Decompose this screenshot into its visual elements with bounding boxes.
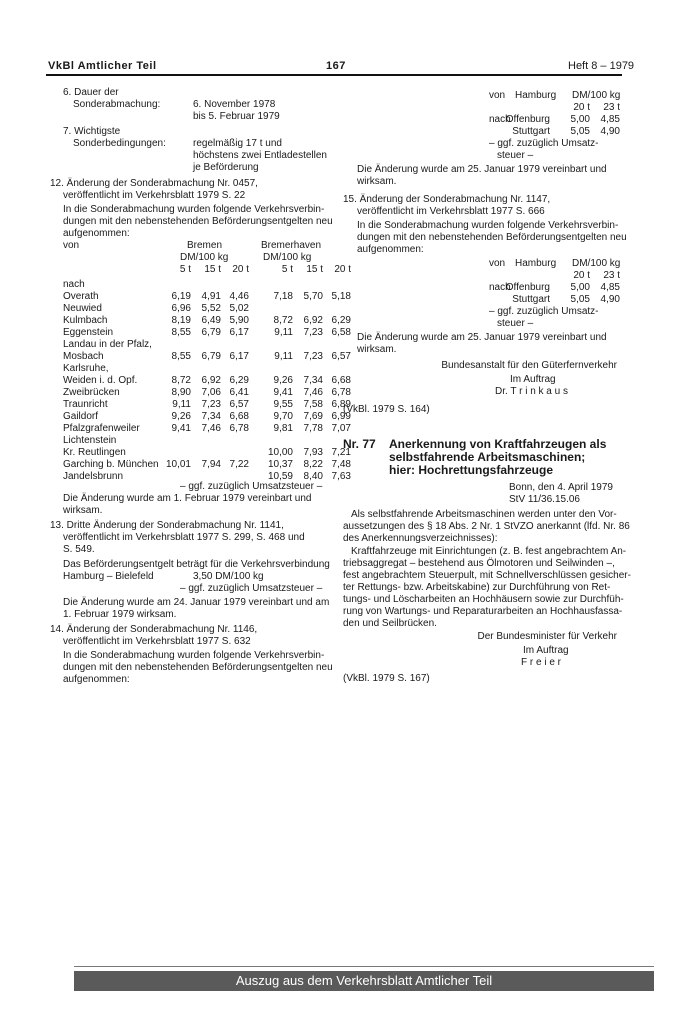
price-cell: 7,23 bbox=[303, 327, 323, 338]
price-cell: 5,05 bbox=[570, 126, 590, 137]
destination-cell: Eggenstein bbox=[63, 327, 114, 338]
s15-text-2: dungen mit den nebenstehenden Beförderungsentgelten neu bbox=[357, 232, 627, 243]
price-cell: 7,34 bbox=[201, 411, 221, 422]
price-cell: 9,81 bbox=[273, 423, 293, 434]
price-cell: 4,85 bbox=[600, 282, 620, 293]
price-cell: 9,55 bbox=[273, 399, 293, 410]
price-cell: 6,99 bbox=[331, 411, 351, 422]
price-cell: 7,22 bbox=[229, 459, 249, 470]
price-cell: 6,17 bbox=[229, 327, 249, 338]
notice-title-1: Anerkennung von Kraftfahrzeugen als bbox=[389, 437, 607, 451]
price-cell: 6,78 bbox=[229, 423, 249, 434]
price-cell: 6,49 bbox=[201, 315, 221, 326]
t12-w2: 15 t bbox=[204, 264, 221, 275]
source-ref-1: (VkBl. 1979 S. 164) bbox=[343, 404, 430, 415]
destination-cell: Zweibrücken bbox=[63, 387, 120, 398]
price-cell: 6,58 bbox=[331, 327, 351, 338]
notice-number: Nr. 77 bbox=[343, 437, 376, 451]
notice-p1-3: des Anerkennungsverzeichnisses): bbox=[343, 533, 498, 544]
price-cell: 9,26 bbox=[273, 375, 293, 386]
price-cell: 8,19 bbox=[171, 315, 191, 326]
price-cell bbox=[293, 303, 323, 315]
t15-w2: 23 t bbox=[603, 270, 620, 281]
price-cell bbox=[191, 339, 221, 351]
t12-unit-1: DM/100 kg bbox=[180, 252, 229, 263]
t15-w1: 20 t bbox=[573, 270, 590, 281]
price-cell bbox=[163, 447, 191, 459]
price-cell: 6,19 bbox=[171, 291, 191, 302]
price-cell bbox=[293, 363, 323, 375]
price-cell: 5,00 bbox=[570, 282, 590, 293]
notice-title-3: hier: Hochrettungsfahrzeuge bbox=[389, 463, 554, 477]
destination-cell: Garching b. München bbox=[63, 459, 159, 470]
t12-unit-2: DM/100 kg bbox=[263, 252, 312, 263]
table-row bbox=[63, 351, 351, 363]
item6-value-1: 6. November 1978 bbox=[193, 99, 276, 110]
price-cell: 6,89 bbox=[331, 399, 351, 410]
price-cell: 5,18 bbox=[331, 291, 351, 302]
price-cell: 5,52 bbox=[201, 303, 221, 314]
notice-p1-1: Als selbstfahrende Arbeitsmaschinen werden unter den Vor- bbox=[351, 509, 617, 520]
s13-head-1: 13. Dritte Änderung der Sonderabmachung Nr. 1141, bbox=[50, 520, 284, 531]
price-cell bbox=[163, 435, 191, 447]
price-cell bbox=[221, 435, 249, 447]
destination-cell: nach bbox=[63, 279, 85, 290]
price-cell: 7,48 bbox=[331, 459, 351, 470]
price-cell: 6,78 bbox=[331, 387, 351, 398]
notice-p2-7: den und Seilbrücken. bbox=[343, 618, 437, 629]
price-cell: 5,00 bbox=[570, 114, 590, 125]
t15-von: von bbox=[489, 258, 506, 269]
destination-cell: Weiden i. d. Opf. bbox=[63, 375, 138, 386]
destination-cell: Offenburg bbox=[505, 282, 550, 293]
price-cell: 7,94 bbox=[201, 459, 221, 470]
price-cell: 10,01 bbox=[165, 459, 191, 470]
s13-head-3: S. 549. bbox=[63, 544, 95, 555]
s14-head-1: 14. Änderung der Sonderabmachung Nr. 1146, bbox=[50, 624, 258, 635]
s12-end-1: Die Änderung wurde am 1. Februar 1979 vereinbart und bbox=[63, 493, 312, 504]
price-cell: 6,68 bbox=[229, 411, 249, 422]
t14-w2: 23 t bbox=[603, 102, 620, 113]
s15-end-2: wirksam. bbox=[357, 344, 397, 355]
price-cell: 8,40 bbox=[303, 471, 323, 482]
price-cell: 8,55 bbox=[171, 351, 191, 362]
notice-file-ref: StV 11/36.15.06 bbox=[509, 494, 580, 505]
price-table-15 bbox=[480, 282, 620, 306]
price-cell bbox=[191, 279, 221, 291]
price-cell: 6,41 bbox=[229, 387, 249, 398]
table-row bbox=[63, 315, 351, 327]
s15-text-1: In die Sonderabmachung wurden folgende Verkehrsverbin- bbox=[357, 220, 619, 231]
table-row bbox=[63, 279, 351, 291]
signature2-name: F r e i e r bbox=[521, 657, 562, 668]
s14-text-1: In die Sonderabmachung wurden folgende Verkehrsverbin- bbox=[63, 650, 325, 661]
price-cell: 7,18 bbox=[273, 291, 293, 302]
header-journal: VkBl Amtlicher Teil bbox=[48, 60, 157, 72]
price-cell: 4,85 bbox=[600, 114, 620, 125]
price-cell: 7,34 bbox=[303, 375, 323, 386]
signature1-name: Dr. T r i n k a u s bbox=[495, 386, 568, 397]
t12-w6: 20 t bbox=[334, 264, 351, 275]
price-cell bbox=[191, 435, 221, 447]
price-cell: 6,79 bbox=[201, 327, 221, 338]
price-cell bbox=[221, 447, 249, 459]
destination-cell: Stuttgart bbox=[512, 294, 550, 305]
price-cell: 7,69 bbox=[303, 411, 323, 422]
price-cell bbox=[293, 339, 323, 351]
item7-value-3: je Beförderung bbox=[193, 162, 259, 173]
table-row bbox=[63, 327, 351, 339]
t12-w5: 15 t bbox=[306, 264, 323, 275]
s12-text-1: In die Sonderabmachung wurden folgende Verkehrsverbin- bbox=[63, 204, 325, 215]
table-row bbox=[63, 303, 351, 315]
price-cell bbox=[249, 435, 293, 447]
s12-text-3: aufgenommen: bbox=[63, 228, 130, 239]
notice-place-date: Bonn, den 4. April 1979 bbox=[509, 482, 613, 493]
t14-nach: nach bbox=[489, 114, 511, 125]
price-cell: 6,92 bbox=[303, 315, 323, 326]
price-cell: 9,26 bbox=[171, 411, 191, 422]
t14-von: von bbox=[489, 90, 506, 101]
price-cell: 7,21 bbox=[331, 447, 351, 458]
t15-unit: DM/100 kg bbox=[572, 258, 621, 269]
page-number: 167 bbox=[326, 60, 346, 72]
price-cell: 6,79 bbox=[201, 351, 221, 362]
destination-cell: Overath bbox=[63, 291, 99, 302]
notice-p2-3: fest angebrachtem Steuerpult, mit Schnellverschlüssen gesicher- bbox=[343, 570, 631, 581]
s13-text: Das Beförderungsentgelt beträgt für die Verkehrsverbindung bbox=[63, 559, 330, 570]
s12-head-2: veröffentlicht im Verkehrsblatt 1979 S. 22 bbox=[63, 190, 246, 201]
price-cell: 5,90 bbox=[229, 315, 249, 326]
t12-von: von bbox=[63, 240, 80, 251]
table-row bbox=[63, 387, 351, 399]
t15-tax-2: steuer – bbox=[497, 318, 534, 329]
price-cell bbox=[163, 363, 191, 375]
t14-w1: 20 t bbox=[573, 102, 590, 113]
issue-label: Heft 8 – 1979 bbox=[568, 60, 635, 72]
footer-rule bbox=[74, 966, 654, 967]
destination-cell: Neuwied bbox=[63, 303, 102, 314]
notice-p2-5: tungs- und Löscharbeiten an Hochhäusern sowie zur Durchfüh- bbox=[343, 594, 624, 605]
t12-bremen: Bremen bbox=[187, 240, 223, 251]
price-cell bbox=[323, 363, 351, 375]
table-row bbox=[63, 363, 351, 375]
destination-cell: Gaildorf bbox=[63, 411, 99, 422]
price-cell bbox=[249, 363, 293, 375]
destination-cell: Stuttgart bbox=[512, 126, 550, 137]
table-row bbox=[63, 423, 351, 435]
s12-head-1: 12. Änderung der Sonderabmachung Nr. 0457, bbox=[50, 178, 258, 189]
price-cell: 8,72 bbox=[171, 375, 191, 386]
price-cell: 6,29 bbox=[331, 315, 351, 326]
t14-from: Hamburg bbox=[515, 90, 557, 101]
price-cell: 6,57 bbox=[229, 399, 249, 410]
destination-cell: Mosbach bbox=[63, 351, 104, 362]
item7-label-1: 7. Wichtigste bbox=[63, 126, 121, 137]
destination-cell: Kr. Reutlingen bbox=[63, 447, 126, 458]
t12-w1: 5 t bbox=[179, 264, 191, 275]
price-cell bbox=[293, 279, 323, 291]
price-cell: 7,93 bbox=[303, 447, 323, 458]
item6-label-2: Sonderabmachung: bbox=[73, 99, 161, 110]
s12-end-2: wirksam. bbox=[63, 505, 103, 516]
header-rule bbox=[46, 74, 622, 76]
price-cell: 7,23 bbox=[303, 351, 323, 362]
price-cell bbox=[221, 363, 249, 375]
s15-head-1: 15. Änderung der Sonderabmachung Nr. 1147, bbox=[343, 194, 551, 205]
price-cell bbox=[323, 303, 351, 315]
table-row bbox=[63, 435, 351, 447]
signature2-mandate: Im Auftrag bbox=[523, 645, 569, 656]
price-cell: 8,90 bbox=[171, 387, 191, 398]
table-row bbox=[63, 399, 351, 411]
s13-end-1: Die Änderung wurde am 24. Januar 1979 vereinbart und am bbox=[63, 597, 330, 608]
s12-text-2: dungen mit den nebenstehenden Beförderungsentgelten neu bbox=[63, 216, 333, 227]
notice-title-2: selbstfahrende Arbeitsmaschinen; bbox=[389, 450, 586, 464]
price-cell bbox=[191, 363, 221, 375]
price-cell: 4,91 bbox=[201, 291, 221, 302]
price-cell: 7,07 bbox=[331, 423, 351, 434]
price-cell: 7,46 bbox=[201, 423, 221, 434]
table-row bbox=[480, 114, 620, 126]
price-cell bbox=[249, 339, 293, 351]
price-cell: 8,22 bbox=[303, 459, 323, 470]
table-row bbox=[63, 375, 351, 387]
s15-text-3: aufgenommen: bbox=[357, 244, 424, 255]
table-row bbox=[63, 459, 351, 471]
destination-cell: Karlsruhe, bbox=[63, 363, 109, 374]
t12-w4: 5 t bbox=[281, 264, 293, 275]
price-cell bbox=[221, 279, 249, 291]
s13-head-2: veröffentlicht im Verkehrsblatt 1977 S. 299, S. 468 und bbox=[63, 532, 305, 543]
item6-value-2: bis 5. Februar 1979 bbox=[193, 111, 280, 122]
s13-route: Hamburg – Bielefeld bbox=[63, 571, 154, 582]
price-cell bbox=[221, 339, 249, 351]
price-cell: 10,00 bbox=[267, 447, 293, 458]
price-cell: 9,41 bbox=[273, 387, 293, 398]
table-row bbox=[63, 447, 351, 459]
price-cell: 7,23 bbox=[201, 399, 221, 410]
price-table-12 bbox=[63, 279, 351, 483]
price-cell: 4,90 bbox=[600, 294, 620, 305]
price-cell: 10,37 bbox=[267, 459, 293, 470]
table-row bbox=[480, 294, 620, 306]
s15-head-2: veröffentlicht im Verkehrsblatt 1977 S. 666 bbox=[357, 206, 545, 217]
t12-w3: 20 t bbox=[232, 264, 249, 275]
table-row bbox=[63, 411, 351, 423]
t15-from: Hamburg bbox=[515, 258, 557, 269]
price-cell bbox=[323, 279, 351, 291]
t14-tax-2: steuer – bbox=[497, 150, 534, 161]
price-cell bbox=[191, 447, 221, 459]
price-cell: 9,70 bbox=[273, 411, 293, 422]
t14-tax-1: – ggf. zuzüglich Umsatz- bbox=[489, 138, 599, 149]
price-cell: 4,46 bbox=[229, 291, 249, 302]
price-cell: 5,02 bbox=[229, 303, 249, 314]
price-cell: 6,68 bbox=[331, 375, 351, 386]
price-cell: 6,57 bbox=[331, 351, 351, 362]
t12-tax-note: – ggf. zuzüglich Umsatzsteuer – bbox=[180, 481, 323, 492]
s14-text-2: dungen mit den nebenstehenden Beförderungsentgelten neu bbox=[63, 662, 333, 673]
price-cell: 9,41 bbox=[171, 423, 191, 434]
t15-nach: nach bbox=[489, 282, 511, 293]
price-cell: 7,63 bbox=[331, 471, 351, 482]
table-row bbox=[480, 126, 620, 138]
footer-banner: Auszug aus dem Verkehrsblatt Amtlicher Teil bbox=[74, 971, 654, 991]
price-cell: 8,55 bbox=[171, 327, 191, 338]
price-cell: 7,58 bbox=[303, 399, 323, 410]
s13-end-2: 1. Februar 1979 wirksam. bbox=[63, 609, 177, 620]
s14-end-1: Die Änderung wurde am 25. Januar 1979 vereinbart und bbox=[357, 164, 607, 175]
s15-end-1: Die Änderung wurde am 25. Januar 1979 vereinbart und bbox=[357, 332, 607, 343]
table-row bbox=[63, 339, 351, 351]
t12-weights bbox=[63, 264, 351, 276]
notice-p2-2: triebsaggregat – bestehend aus Ölmotoren und Seilwinden –, bbox=[343, 558, 615, 569]
price-cell: 9,11 bbox=[274, 351, 293, 362]
s14-head-2: veröffentlicht im Verkehrsblatt 1977 S. 632 bbox=[63, 636, 251, 647]
destination-cell: Jandelsbrunn bbox=[63, 471, 124, 482]
table-row bbox=[480, 282, 620, 294]
price-cell: 6,17 bbox=[229, 351, 249, 362]
signature1-mandate: Im Auftrag bbox=[510, 374, 556, 385]
price-cell: 9,11 bbox=[172, 399, 191, 410]
price-cell: 7,46 bbox=[303, 387, 323, 398]
source-ref-2: (VkBl. 1979 S. 167) bbox=[343, 673, 430, 684]
notice-p1-2: aussetzungen des § 18 Abs. 2 Nr. 1 StVZO anerkannt (lfd. Nr. 86 bbox=[343, 521, 630, 532]
signature1-authority: Bundesanstalt für den Güterfernverkehr bbox=[441, 360, 617, 371]
notice-p2-4: ter Rettungs- bzw. Arbeitskabine) zur Durchführung von Ret- bbox=[343, 582, 611, 593]
price-cell: 5,05 bbox=[570, 294, 590, 305]
item7-label-2: Sonderbedingungen: bbox=[73, 138, 166, 149]
notice-p2-1: Kraftfahrzeuge mit Einrichtungen (z. B. fest angebrachtem An- bbox=[351, 546, 627, 557]
t15-tax-1: – ggf. zuzüglich Umsatz- bbox=[489, 306, 599, 317]
price-cell: 8,72 bbox=[273, 315, 293, 326]
price-cell: 9,11 bbox=[274, 327, 293, 338]
price-cell bbox=[323, 339, 351, 351]
t12-bremerhaven: Bremerhaven bbox=[261, 240, 322, 251]
s13-price: 3,50 DM/100 kg bbox=[193, 571, 264, 582]
price-cell bbox=[293, 435, 323, 447]
price-cell: 4,90 bbox=[600, 126, 620, 137]
destination-cell: Lichtenstein bbox=[63, 435, 117, 446]
item7-value-1: regelmäßig 17 t und bbox=[193, 138, 282, 149]
s14-text-3: aufgenommen: bbox=[63, 674, 130, 685]
item6-label-1: 6. Dauer der bbox=[63, 87, 119, 98]
price-cell bbox=[163, 279, 191, 291]
price-table-14 bbox=[480, 114, 620, 138]
price-cell: 6,29 bbox=[229, 375, 249, 386]
price-cell: 5,70 bbox=[303, 291, 323, 302]
price-cell: 6,96 bbox=[171, 303, 191, 314]
price-cell bbox=[249, 279, 293, 291]
price-cell: 7,06 bbox=[201, 387, 221, 398]
price-cell: 7,78 bbox=[303, 423, 323, 434]
table-row bbox=[63, 291, 351, 303]
price-cell bbox=[163, 339, 191, 351]
s14-end-2: wirksam. bbox=[357, 176, 397, 187]
s13-tax-note: – ggf. zuzüglich Umsatzsteuer – bbox=[180, 583, 323, 594]
destination-cell: Offenburg bbox=[505, 114, 550, 125]
t14-unit: DM/100 kg bbox=[572, 90, 621, 101]
destination-cell: Kulmbach bbox=[63, 315, 108, 326]
price-cell: 10,59 bbox=[267, 471, 293, 482]
price-cell: 6,92 bbox=[201, 375, 221, 386]
destination-cell: Pfalzgrafenweiler bbox=[63, 423, 140, 434]
destination-cell: Traunricht bbox=[63, 399, 108, 410]
price-cell bbox=[249, 303, 293, 315]
notice-p2-6: rung von Wartungs- und Reparaturarbeiten an Hochhausfassa- bbox=[343, 606, 623, 617]
destination-cell: Landau in der Pfalz, bbox=[63, 339, 152, 350]
signature2-authority: Der Bundesminister für Verkehr bbox=[477, 631, 617, 642]
item7-value-2: höchstens zwei Entladestellen bbox=[193, 150, 327, 161]
